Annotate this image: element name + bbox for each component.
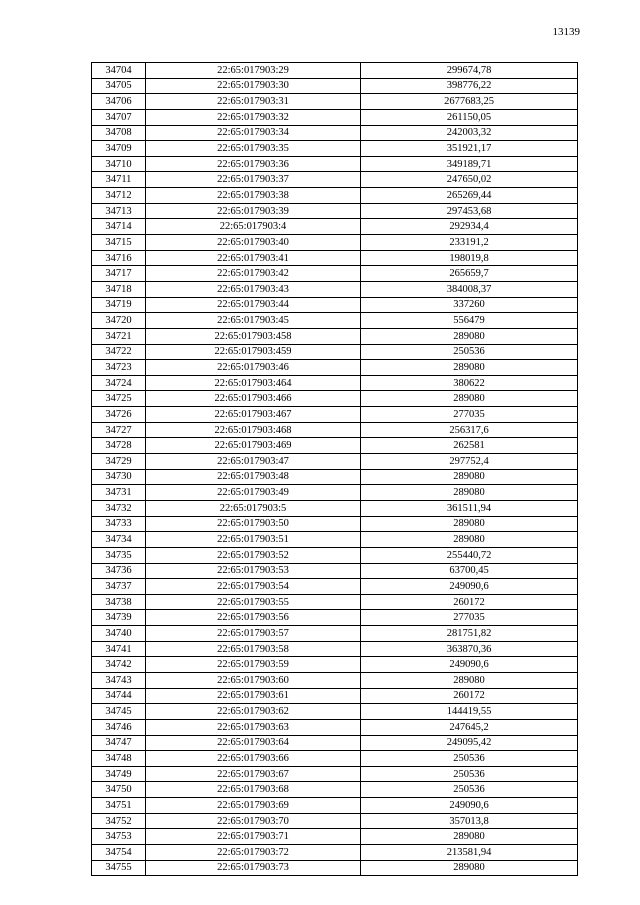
row-number-cell: 34730 bbox=[92, 469, 146, 485]
table-row bbox=[92, 626, 578, 642]
value-cell: 384008,37 bbox=[361, 281, 578, 297]
row-number-cell: 34726 bbox=[92, 407, 146, 423]
cadastral-number-cell: 22:65:017903:44 bbox=[146, 297, 361, 313]
table-row bbox=[92, 469, 578, 485]
row-number-cell: 34716 bbox=[92, 250, 146, 266]
row-number-cell: 34704 bbox=[92, 63, 146, 79]
cadastral-number-cell: 22:65:017903:469 bbox=[146, 438, 361, 454]
value-cell: 349189,71 bbox=[361, 156, 578, 172]
table-row bbox=[92, 125, 578, 141]
table-row bbox=[92, 563, 578, 579]
table-row bbox=[92, 141, 578, 157]
value-cell: 289080 bbox=[361, 469, 578, 485]
value-cell: 357013,8 bbox=[361, 813, 578, 829]
cadastral-number-cell: 22:65:017903:62 bbox=[146, 704, 361, 720]
cadastral-number-cell: 22:65:017903:60 bbox=[146, 672, 361, 688]
value-cell: 398776,22 bbox=[361, 78, 578, 94]
cadastral-number-cell: 22:65:017903:50 bbox=[146, 516, 361, 532]
row-number-cell: 34720 bbox=[92, 313, 146, 329]
row-number-cell: 34752 bbox=[92, 813, 146, 829]
row-number-cell: 34722 bbox=[92, 344, 146, 360]
cadastral-number-cell: 22:65:017903:31 bbox=[146, 94, 361, 110]
value-cell: 255440,72 bbox=[361, 547, 578, 563]
row-number-cell: 34736 bbox=[92, 563, 146, 579]
row-number-cell: 34744 bbox=[92, 688, 146, 704]
value-cell: 281751,82 bbox=[361, 626, 578, 642]
value-cell: 380622 bbox=[361, 375, 578, 391]
table-row bbox=[92, 798, 578, 814]
table-row bbox=[92, 235, 578, 251]
cadastral-number-cell: 22:65:017903:467 bbox=[146, 407, 361, 423]
row-number-cell: 34714 bbox=[92, 219, 146, 235]
table-row bbox=[92, 407, 578, 423]
table-row bbox=[92, 688, 578, 704]
value-cell: 262581 bbox=[361, 438, 578, 454]
row-number-cell: 34707 bbox=[92, 109, 146, 125]
cadastral-number-cell: 22:65:017903:46 bbox=[146, 360, 361, 376]
value-cell: 250536 bbox=[361, 344, 578, 360]
cadastral-number-cell: 22:65:017903:41 bbox=[146, 250, 361, 266]
table-row bbox=[92, 845, 578, 861]
table-row bbox=[92, 860, 578, 876]
table-row bbox=[92, 500, 578, 516]
cadastral-number-cell: 22:65:017903:43 bbox=[146, 281, 361, 297]
row-number-cell: 34727 bbox=[92, 422, 146, 438]
value-cell: 213581,94 bbox=[361, 845, 578, 861]
cadastral-number-cell: 22:65:017903:51 bbox=[146, 532, 361, 548]
table-row bbox=[92, 454, 578, 470]
cadastral-number-cell: 22:65:017903:36 bbox=[146, 156, 361, 172]
row-number-cell: 34715 bbox=[92, 235, 146, 251]
table-row bbox=[92, 360, 578, 376]
table-row bbox=[92, 391, 578, 407]
value-cell: 249090,6 bbox=[361, 657, 578, 673]
cadastral-number-cell: 22:65:017903:42 bbox=[146, 266, 361, 282]
cadastral-number-cell: 22:65:017903:37 bbox=[146, 172, 361, 188]
value-cell: 249090,6 bbox=[361, 798, 578, 814]
row-number-cell: 34706 bbox=[92, 94, 146, 110]
table-row bbox=[92, 63, 578, 79]
table-row bbox=[92, 328, 578, 344]
value-cell: 277035 bbox=[361, 407, 578, 423]
value-cell: 297453,68 bbox=[361, 203, 578, 219]
value-cell: 297752,4 bbox=[361, 454, 578, 470]
value-cell: 289080 bbox=[361, 516, 578, 532]
value-cell: 233191,2 bbox=[361, 235, 578, 251]
value-cell: 198019,8 bbox=[361, 250, 578, 266]
row-number-cell: 34734 bbox=[92, 532, 146, 548]
table-row bbox=[92, 375, 578, 391]
row-number-cell: 34742 bbox=[92, 657, 146, 673]
cadastral-number-cell: 22:65:017903:54 bbox=[146, 579, 361, 595]
cadastral-number-cell: 22:65:017903:73 bbox=[146, 860, 361, 876]
cadastral-number-cell: 22:65:017903:59 bbox=[146, 657, 361, 673]
row-number-cell: 34713 bbox=[92, 203, 146, 219]
cadastral-number-cell: 22:65:017903:47 bbox=[146, 454, 361, 470]
value-cell: 556479 bbox=[361, 313, 578, 329]
table-row bbox=[92, 766, 578, 782]
value-cell: 289080 bbox=[361, 360, 578, 376]
value-cell: 265659,7 bbox=[361, 266, 578, 282]
table-row bbox=[92, 782, 578, 798]
row-number-cell: 34740 bbox=[92, 626, 146, 642]
row-number-cell: 34724 bbox=[92, 375, 146, 391]
table-row bbox=[92, 813, 578, 829]
table-row bbox=[92, 547, 578, 563]
row-number-cell: 34725 bbox=[92, 391, 146, 407]
row-number-cell: 34735 bbox=[92, 547, 146, 563]
value-cell: 277035 bbox=[361, 610, 578, 626]
value-cell: 351921,17 bbox=[361, 141, 578, 157]
value-cell: 250536 bbox=[361, 766, 578, 782]
value-cell: 299674,78 bbox=[361, 63, 578, 79]
cadastral-number-cell: 22:65:017903:32 bbox=[146, 109, 361, 125]
row-number-cell: 34712 bbox=[92, 188, 146, 204]
row-number-cell: 34749 bbox=[92, 766, 146, 782]
table-row bbox=[92, 109, 578, 125]
cadastral-number-cell: 22:65:017903:70 bbox=[146, 813, 361, 829]
cadastral-number-cell: 22:65:017903:4 bbox=[146, 219, 361, 235]
cadastral-number-cell: 22:65:017903:57 bbox=[146, 626, 361, 642]
value-cell: 361511,94 bbox=[361, 500, 578, 516]
cadastral-number-cell: 22:65:017903:68 bbox=[146, 782, 361, 798]
cadastral-number-cell: 22:65:017903:464 bbox=[146, 375, 361, 391]
cadastral-number-cell: 22:65:017903:56 bbox=[146, 610, 361, 626]
value-cell: 2677683,25 bbox=[361, 94, 578, 110]
table-row bbox=[92, 438, 578, 454]
cadastral-number-cell: 22:65:017903:61 bbox=[146, 688, 361, 704]
row-number-cell: 34717 bbox=[92, 266, 146, 282]
cadastral-number-cell: 22:65:017903:40 bbox=[146, 235, 361, 251]
cadastral-number-cell: 22:65:017903:72 bbox=[146, 845, 361, 861]
table-row bbox=[92, 485, 578, 501]
value-cell: 363870,36 bbox=[361, 641, 578, 657]
row-number-cell: 34733 bbox=[92, 516, 146, 532]
table-row bbox=[92, 156, 578, 172]
value-cell: 249095,42 bbox=[361, 735, 578, 751]
value-cell: 249090,6 bbox=[361, 579, 578, 595]
table-row bbox=[92, 266, 578, 282]
row-number-cell: 34709 bbox=[92, 141, 146, 157]
table-row bbox=[92, 657, 578, 673]
cadastral-number-cell: 22:65:017903:67 bbox=[146, 766, 361, 782]
table-row bbox=[92, 219, 578, 235]
row-number-cell: 34719 bbox=[92, 297, 146, 313]
row-number-cell: 34721 bbox=[92, 328, 146, 344]
table-row bbox=[92, 594, 578, 610]
table-row bbox=[92, 422, 578, 438]
row-number-cell: 34739 bbox=[92, 610, 146, 626]
value-cell: 265269,44 bbox=[361, 188, 578, 204]
table-row bbox=[92, 610, 578, 626]
value-cell: 292934,4 bbox=[361, 219, 578, 235]
cadastral-number-cell: 22:65:017903:39 bbox=[146, 203, 361, 219]
value-cell: 261150,05 bbox=[361, 109, 578, 125]
cadastral-number-cell: 22:65:017903:459 bbox=[146, 344, 361, 360]
row-number-cell: 34732 bbox=[92, 500, 146, 516]
table-row bbox=[92, 281, 578, 297]
table-row bbox=[92, 751, 578, 767]
cadastral-number-cell: 22:65:017903:466 bbox=[146, 391, 361, 407]
page-number: 13139 bbox=[552, 26, 580, 38]
cadastral-number-cell: 22:65:017903:30 bbox=[146, 78, 361, 94]
table-row bbox=[92, 719, 578, 735]
cadastral-number-cell: 22:65:017903:52 bbox=[146, 547, 361, 563]
table-body bbox=[92, 63, 578, 876]
row-number-cell: 34750 bbox=[92, 782, 146, 798]
row-number-cell: 34751 bbox=[92, 798, 146, 814]
row-number-cell: 34753 bbox=[92, 829, 146, 845]
row-number-cell: 34743 bbox=[92, 672, 146, 688]
row-number-cell: 34755 bbox=[92, 860, 146, 876]
table-row bbox=[92, 704, 578, 720]
row-number-cell: 34747 bbox=[92, 735, 146, 751]
row-number-cell: 34708 bbox=[92, 125, 146, 141]
row-number-cell: 34729 bbox=[92, 454, 146, 470]
table-row bbox=[92, 250, 578, 266]
value-cell: 250536 bbox=[361, 751, 578, 767]
row-number-cell: 34705 bbox=[92, 78, 146, 94]
table-row bbox=[92, 579, 578, 595]
cadastral-number-cell: 22:65:017903:66 bbox=[146, 751, 361, 767]
value-cell: 260172 bbox=[361, 594, 578, 610]
table-row bbox=[92, 532, 578, 548]
cadastral-number-cell: 22:65:017903:45 bbox=[146, 313, 361, 329]
row-number-cell: 34728 bbox=[92, 438, 146, 454]
cadastral-number-cell: 22:65:017903:49 bbox=[146, 485, 361, 501]
table-row bbox=[92, 735, 578, 751]
value-cell: 242003,32 bbox=[361, 125, 578, 141]
cadastral-number-cell: 22:65:017903:48 bbox=[146, 469, 361, 485]
row-number-cell: 34738 bbox=[92, 594, 146, 610]
value-cell: 256317,6 bbox=[361, 422, 578, 438]
row-number-cell: 34731 bbox=[92, 485, 146, 501]
cadastral-number-cell: 22:65:017903:29 bbox=[146, 63, 361, 79]
table-row bbox=[92, 78, 578, 94]
value-cell: 337260 bbox=[361, 297, 578, 313]
table-row bbox=[92, 188, 578, 204]
cadastral-number-cell: 22:65:017903:5 bbox=[146, 500, 361, 516]
row-number-cell: 34718 bbox=[92, 281, 146, 297]
row-number-cell: 34748 bbox=[92, 751, 146, 767]
cadastral-value-table bbox=[91, 62, 578, 876]
value-cell: 289080 bbox=[361, 532, 578, 548]
value-cell: 247645,2 bbox=[361, 719, 578, 735]
table-row bbox=[92, 297, 578, 313]
value-cell: 289080 bbox=[361, 672, 578, 688]
cadastral-number-cell: 22:65:017903:63 bbox=[146, 719, 361, 735]
table-row bbox=[92, 344, 578, 360]
table-row bbox=[92, 203, 578, 219]
table-row bbox=[92, 672, 578, 688]
cadastral-number-cell: 22:65:017903:38 bbox=[146, 188, 361, 204]
value-cell: 289080 bbox=[361, 391, 578, 407]
value-cell: 289080 bbox=[361, 485, 578, 501]
value-cell: 250536 bbox=[361, 782, 578, 798]
value-cell: 144419,55 bbox=[361, 704, 578, 720]
row-number-cell: 34710 bbox=[92, 156, 146, 172]
table-row bbox=[92, 313, 578, 329]
value-cell: 289080 bbox=[361, 829, 578, 845]
cadastral-number-cell: 22:65:017903:58 bbox=[146, 641, 361, 657]
table-row bbox=[92, 516, 578, 532]
cadastral-number-cell: 22:65:017903:34 bbox=[146, 125, 361, 141]
table-row bbox=[92, 829, 578, 845]
table-row bbox=[92, 94, 578, 110]
row-number-cell: 34754 bbox=[92, 845, 146, 861]
table-row bbox=[92, 172, 578, 188]
row-number-cell: 34746 bbox=[92, 719, 146, 735]
cadastral-number-cell: 22:65:017903:468 bbox=[146, 422, 361, 438]
row-number-cell: 34723 bbox=[92, 360, 146, 376]
cadastral-number-cell: 22:65:017903:69 bbox=[146, 798, 361, 814]
cadastral-number-cell: 22:65:017903:35 bbox=[146, 141, 361, 157]
cadastral-number-cell: 22:65:017903:55 bbox=[146, 594, 361, 610]
row-number-cell: 34737 bbox=[92, 579, 146, 595]
table-row bbox=[92, 641, 578, 657]
value-cell: 247650,02 bbox=[361, 172, 578, 188]
cadastral-number-cell: 22:65:017903:71 bbox=[146, 829, 361, 845]
value-cell: 289080 bbox=[361, 860, 578, 876]
row-number-cell: 34711 bbox=[92, 172, 146, 188]
value-cell: 260172 bbox=[361, 688, 578, 704]
cadastral-number-cell: 22:65:017903:458 bbox=[146, 328, 361, 344]
cadastral-number-cell: 22:65:017903:64 bbox=[146, 735, 361, 751]
value-cell: 63700,45 bbox=[361, 563, 578, 579]
cadastral-number-cell: 22:65:017903:53 bbox=[146, 563, 361, 579]
row-number-cell: 34741 bbox=[92, 641, 146, 657]
value-cell: 289080 bbox=[361, 328, 578, 344]
row-number-cell: 34745 bbox=[92, 704, 146, 720]
